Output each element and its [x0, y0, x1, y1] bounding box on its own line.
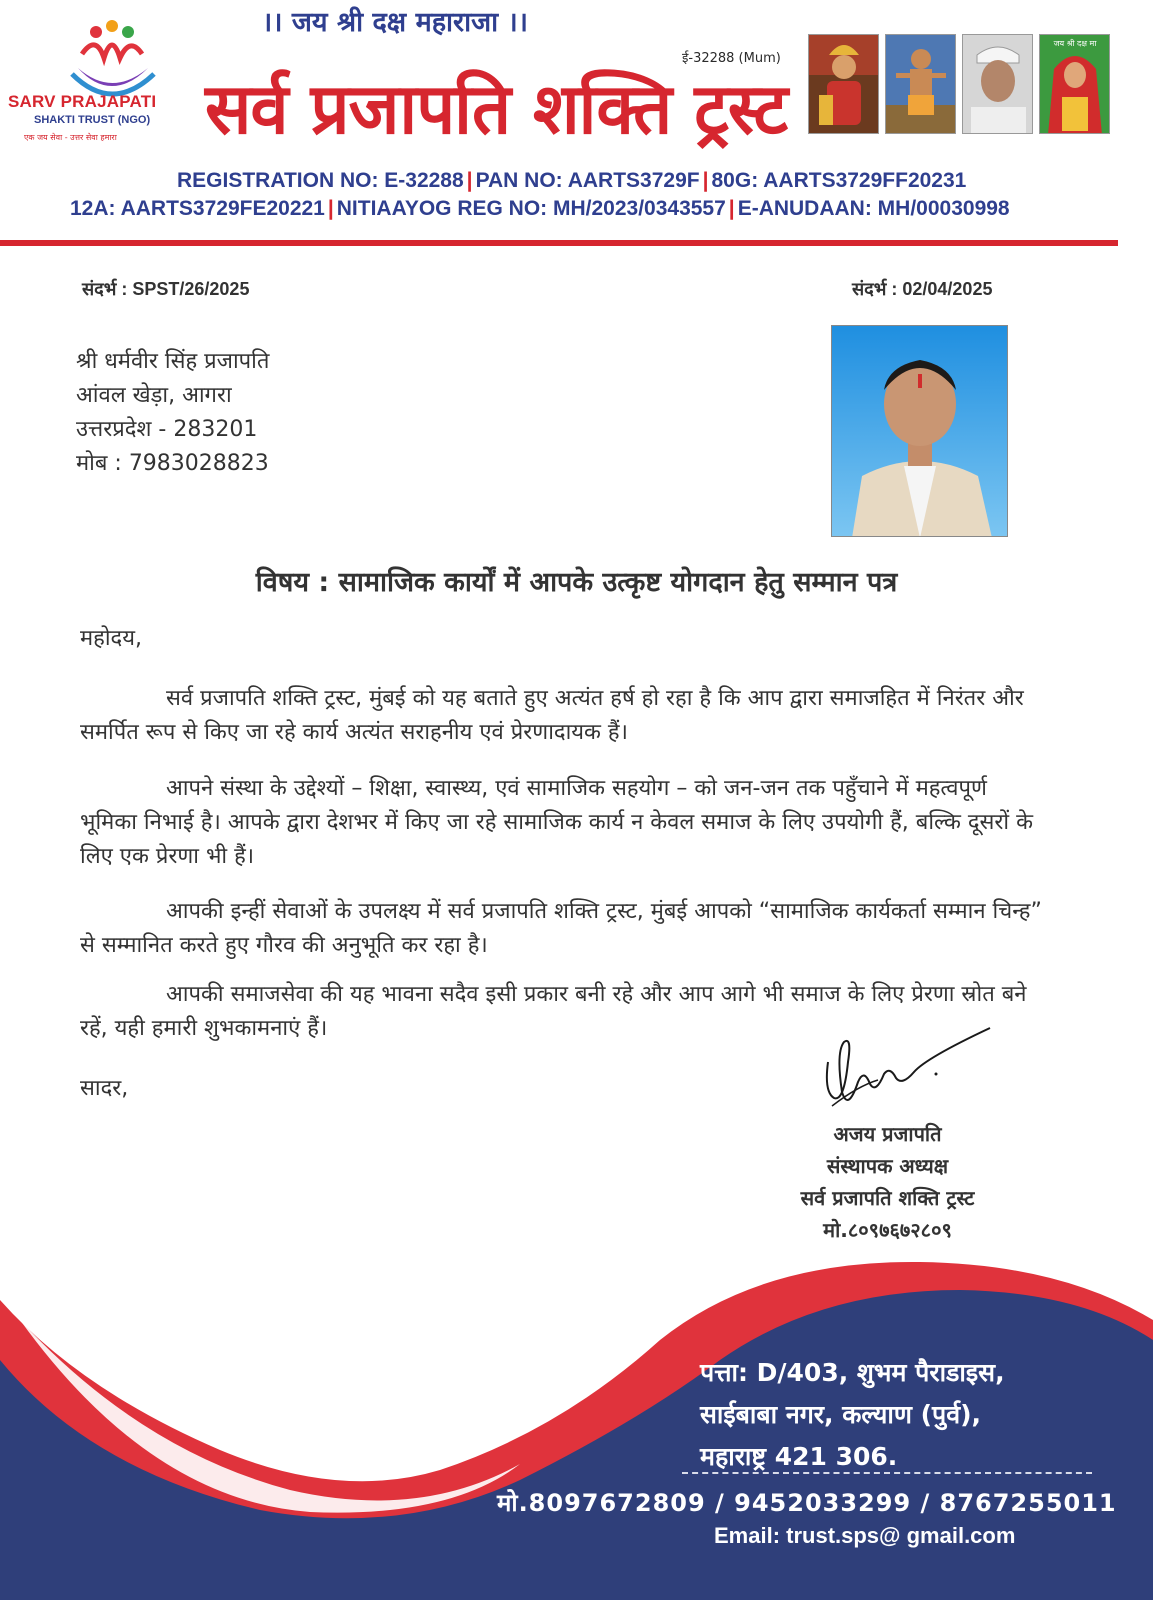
reference-number: संदर्भ : SPST/26/2025	[82, 279, 250, 299]
recipient-mobile: मोब : 7983028823	[76, 451, 269, 476]
recipient-photo	[831, 325, 1008, 537]
body-paragraph: आपने संस्था के उद्देश्यों – शिक्षा, स्वास्थ्य, एवं सामाजिक सहयोग – को जन-जन तक पहुँचाने में महत्वपूर्ण भूमिका निभाई है। आपके द्वारा देशभर में किए जा रहे सामाजिक कार्य न केवल समाज के लिए उपयोगी हैं, बल्कि दूसरों के लिए एक प्रेरणा भी हैं।	[80, 776, 1033, 869]
registration-line-1	[177, 169, 966, 193]
nitiaayog-number: NITIAAYOG REG NO: MH/2023/0343557	[336, 197, 726, 220]
invocation-text: ।। जय श्री दक्ष महाराजा ।।	[262, 7, 528, 38]
separator: |	[327, 197, 334, 220]
recipient-address	[76, 345, 269, 481]
signatory-mobile: मो.८०९७६७२८०९	[823, 1218, 952, 1242]
header-divider	[0, 240, 1118, 246]
portrait-elder-leader	[962, 34, 1033, 134]
footer-divider	[682, 1472, 1092, 1474]
recipient-address-line2: उत्तरप्रदेश - 283201	[76, 417, 258, 442]
registration-line-2	[70, 197, 1010, 221]
signatory-designation: संस्थापक अध्यक्ष	[826, 1154, 949, 1178]
body-paragraph: आपकी समाजसेवा की यह भावना सदैव इसी प्रकार बनी रहे और आप आगे भी समाज के लिए प्रेरणा स्रोत बने रहें, यही हमारी शुभकामनाएं हैं।	[80, 982, 1027, 1041]
e-anudaan-number: E-ANUDAAN: MH/00030998	[737, 197, 1010, 220]
trust-title: सर्व प्रजापति शक्ति ट्रस्ट	[205, 68, 788, 150]
separator: |	[702, 169, 709, 192]
12a-number: 12A: AARTS3729FE20221	[70, 197, 325, 220]
registration-code: ई-32288 (Mum)	[682, 51, 781, 66]
footer-email: Email: trust.sps@ gmail.com	[714, 1523, 1016, 1548]
signatory-name: अजय प्रजापति	[833, 1122, 942, 1146]
footer-phones: मो.8097672809 / 9452033299 / 8767255011	[497, 1489, 1117, 1517]
footer-address-line2: साईबाबा नगर, कल्याण (पुर्व),	[700, 1400, 982, 1429]
body-paragraph: आपकी इन्हीं सेवाओं के उपलक्ष्य में सर्व प्रजापति शक्ति ट्रस्ट, मुंबई आपको “सामाजिक कार्यकर्ता सम्मान चिन्ह” से सम्मानित करते हुए गौरव की अनुभूति कर रहा है।	[80, 899, 1042, 958]
separator: |	[728, 197, 735, 220]
pan-number: PAN NO: AARTS3729F	[475, 169, 700, 192]
signatory-block	[740, 1118, 1035, 1246]
logo-tagline: एक जय सेवा - उत्तर सेवा हमारा	[24, 133, 117, 142]
closing: सादर,	[80, 1076, 129, 1101]
salutation: महोदय,	[80, 626, 142, 651]
portrait-sant-gora-kumbhar	[885, 34, 956, 134]
portrait-devi	[1039, 34, 1110, 134]
reg-number: REGISTRATION NO: E-32288	[177, 169, 464, 192]
footer-address-line1: पत्ता: D/403, शुभम पैराडाइस,	[700, 1358, 1005, 1387]
separator: |	[466, 169, 473, 192]
portrait-banner-text: जय श्री दक्ष मा	[1053, 39, 1097, 48]
signatory-organization: सर्व प्रजापति शक्ति ट्रस्ट	[800, 1186, 975, 1210]
footer-address-line3: महाराष्ट्र 421 306.	[700, 1442, 898, 1471]
portrait-daksha-maharaj	[808, 34, 879, 134]
letter-subject: विषय : सामाजिक कार्यों में आपके उत्कृष्ट योगदान हेतु सम्मान पत्र	[255, 567, 898, 598]
letter-date: संदर्भ : 02/04/2025	[852, 279, 993, 299]
signature	[818, 1022, 998, 1122]
body-paragraph: सर्व प्रजापति शक्ति ट्रस्ट, मुंबई को यह बताते हुए अत्यंत हर्ष हो रहा है कि आप द्वारा समाजहित में निरंतर और समर्पित रूप से किए जा रहे कार्य अत्यंत सराहनीय एवं प्रेरणादायक हैं।	[80, 686, 1024, 745]
logo-name: SARV PRAJAPATI	[8, 92, 157, 111]
80g-number: 80G: AARTS3729FF20231	[711, 169, 967, 192]
recipient-address-line1: आंवल खेड़ा, आगरा	[76, 383, 232, 408]
logo-subname: SHAKTI TRUST (NGO)	[34, 114, 151, 126]
footer-address	[700, 1352, 1005, 1478]
recipient-name: श्री धर्मवीर सिंह प्रजापति	[76, 349, 270, 374]
